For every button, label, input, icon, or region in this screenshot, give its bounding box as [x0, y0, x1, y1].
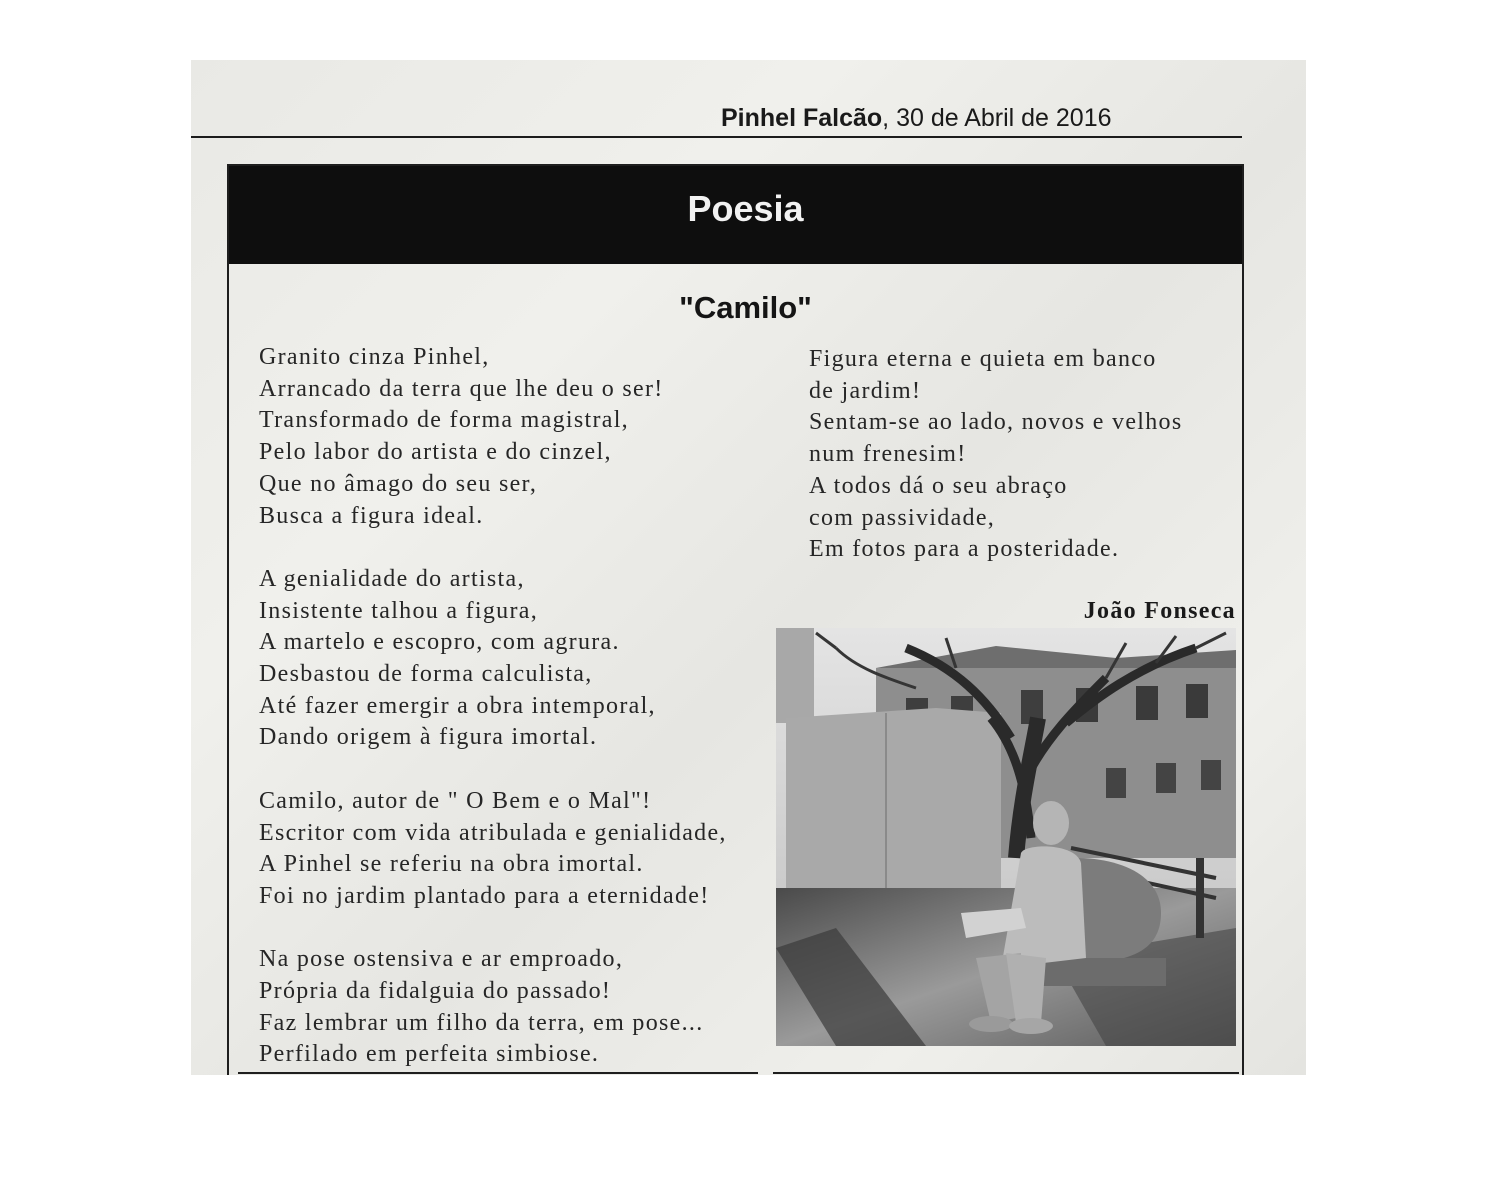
masthead: [721, 104, 1112, 133]
bottom-rule-left: [238, 1072, 758, 1074]
poem-line: Transformado de forma magistral,: [259, 407, 629, 434]
statue-photo: [776, 628, 1236, 1046]
poem-line: Camilo, autor de " O Bem e o Mal"!: [259, 787, 652, 814]
poem-line: de jardim!: [809, 377, 922, 404]
poem-line: Que no âmago do seu ser,: [259, 470, 538, 497]
poem-line: num frenesim!: [809, 441, 967, 468]
poem-line: Até fazer emergir a obra intemporal,: [259, 692, 656, 719]
poem-line: Figura eterna e quieta em banco: [809, 346, 1157, 372]
poem-line: Escritor com vida atribulada e genialidade,: [259, 819, 727, 846]
poem-line: Na pose ostensiva e ar emproado,: [259, 946, 624, 973]
newspaper-name: Pinhel Falcão: [721, 104, 883, 132]
poem-line: Perfilado em perfeita simbiose.: [259, 1041, 600, 1068]
statue-photo-image: [776, 628, 1236, 1046]
poem-line: Em fotos para a posteridade.: [809, 536, 1120, 563]
poem-line: Pelo labor do artista e do cinzel,: [259, 439, 612, 466]
poem-stanza: [259, 342, 779, 532]
poetry-box: [227, 164, 1244, 1075]
poem-line: Dando origem à figura imortal.: [259, 724, 598, 751]
poem-title: "Camilo": [679, 290, 812, 325]
poem-line: Sentam-se ao lado, novos e velhos: [809, 409, 1183, 436]
poem-line: Faz lembrar um filho da terra, em pose...: [259, 1009, 704, 1036]
poem-line: A martelo e escopro, com agrura.: [259, 629, 620, 656]
poem-stanza: [259, 786, 779, 913]
poem-stanza: [809, 344, 1249, 566]
poem-line: Foi no jardim plantado para a eternidade!: [259, 882, 710, 909]
poem-line: A genialidade do artista,: [259, 565, 525, 592]
poem-line: A Pinhel se referiu na obra imortal.: [259, 851, 644, 878]
poem-line: Insistente talhou a figura,: [259, 597, 539, 624]
section-title: Poesia: [687, 188, 804, 229]
poem-line: com passividade,: [809, 504, 996, 531]
poem-author: João Fonseca: [1083, 598, 1236, 624]
issue-date: , 30 de Abril de 2016: [882, 104, 1112, 132]
poem-column-right: [809, 344, 1249, 598]
poem-stanza: [259, 564, 779, 754]
poem-line: A todos dá o seu abraço: [809, 472, 1068, 499]
poem-line: Busca a figura ideal.: [259, 502, 484, 529]
bottom-rule-right: [773, 1072, 1239, 1074]
header-rule: [191, 136, 1242, 138]
poem-line: Própria da fidalguia do passado!: [259, 978, 612, 1005]
newspaper-clipping: [191, 60, 1306, 1075]
poem-stanza: [259, 944, 779, 1071]
poem-column-left: [259, 342, 779, 1075]
poem-line: Desbastou de forma calculista,: [259, 661, 593, 688]
poem-line: Granito cinza Pinhel,: [259, 344, 490, 370]
poem-line: Arrancado da terra que lhe deu o ser!: [259, 375, 664, 402]
